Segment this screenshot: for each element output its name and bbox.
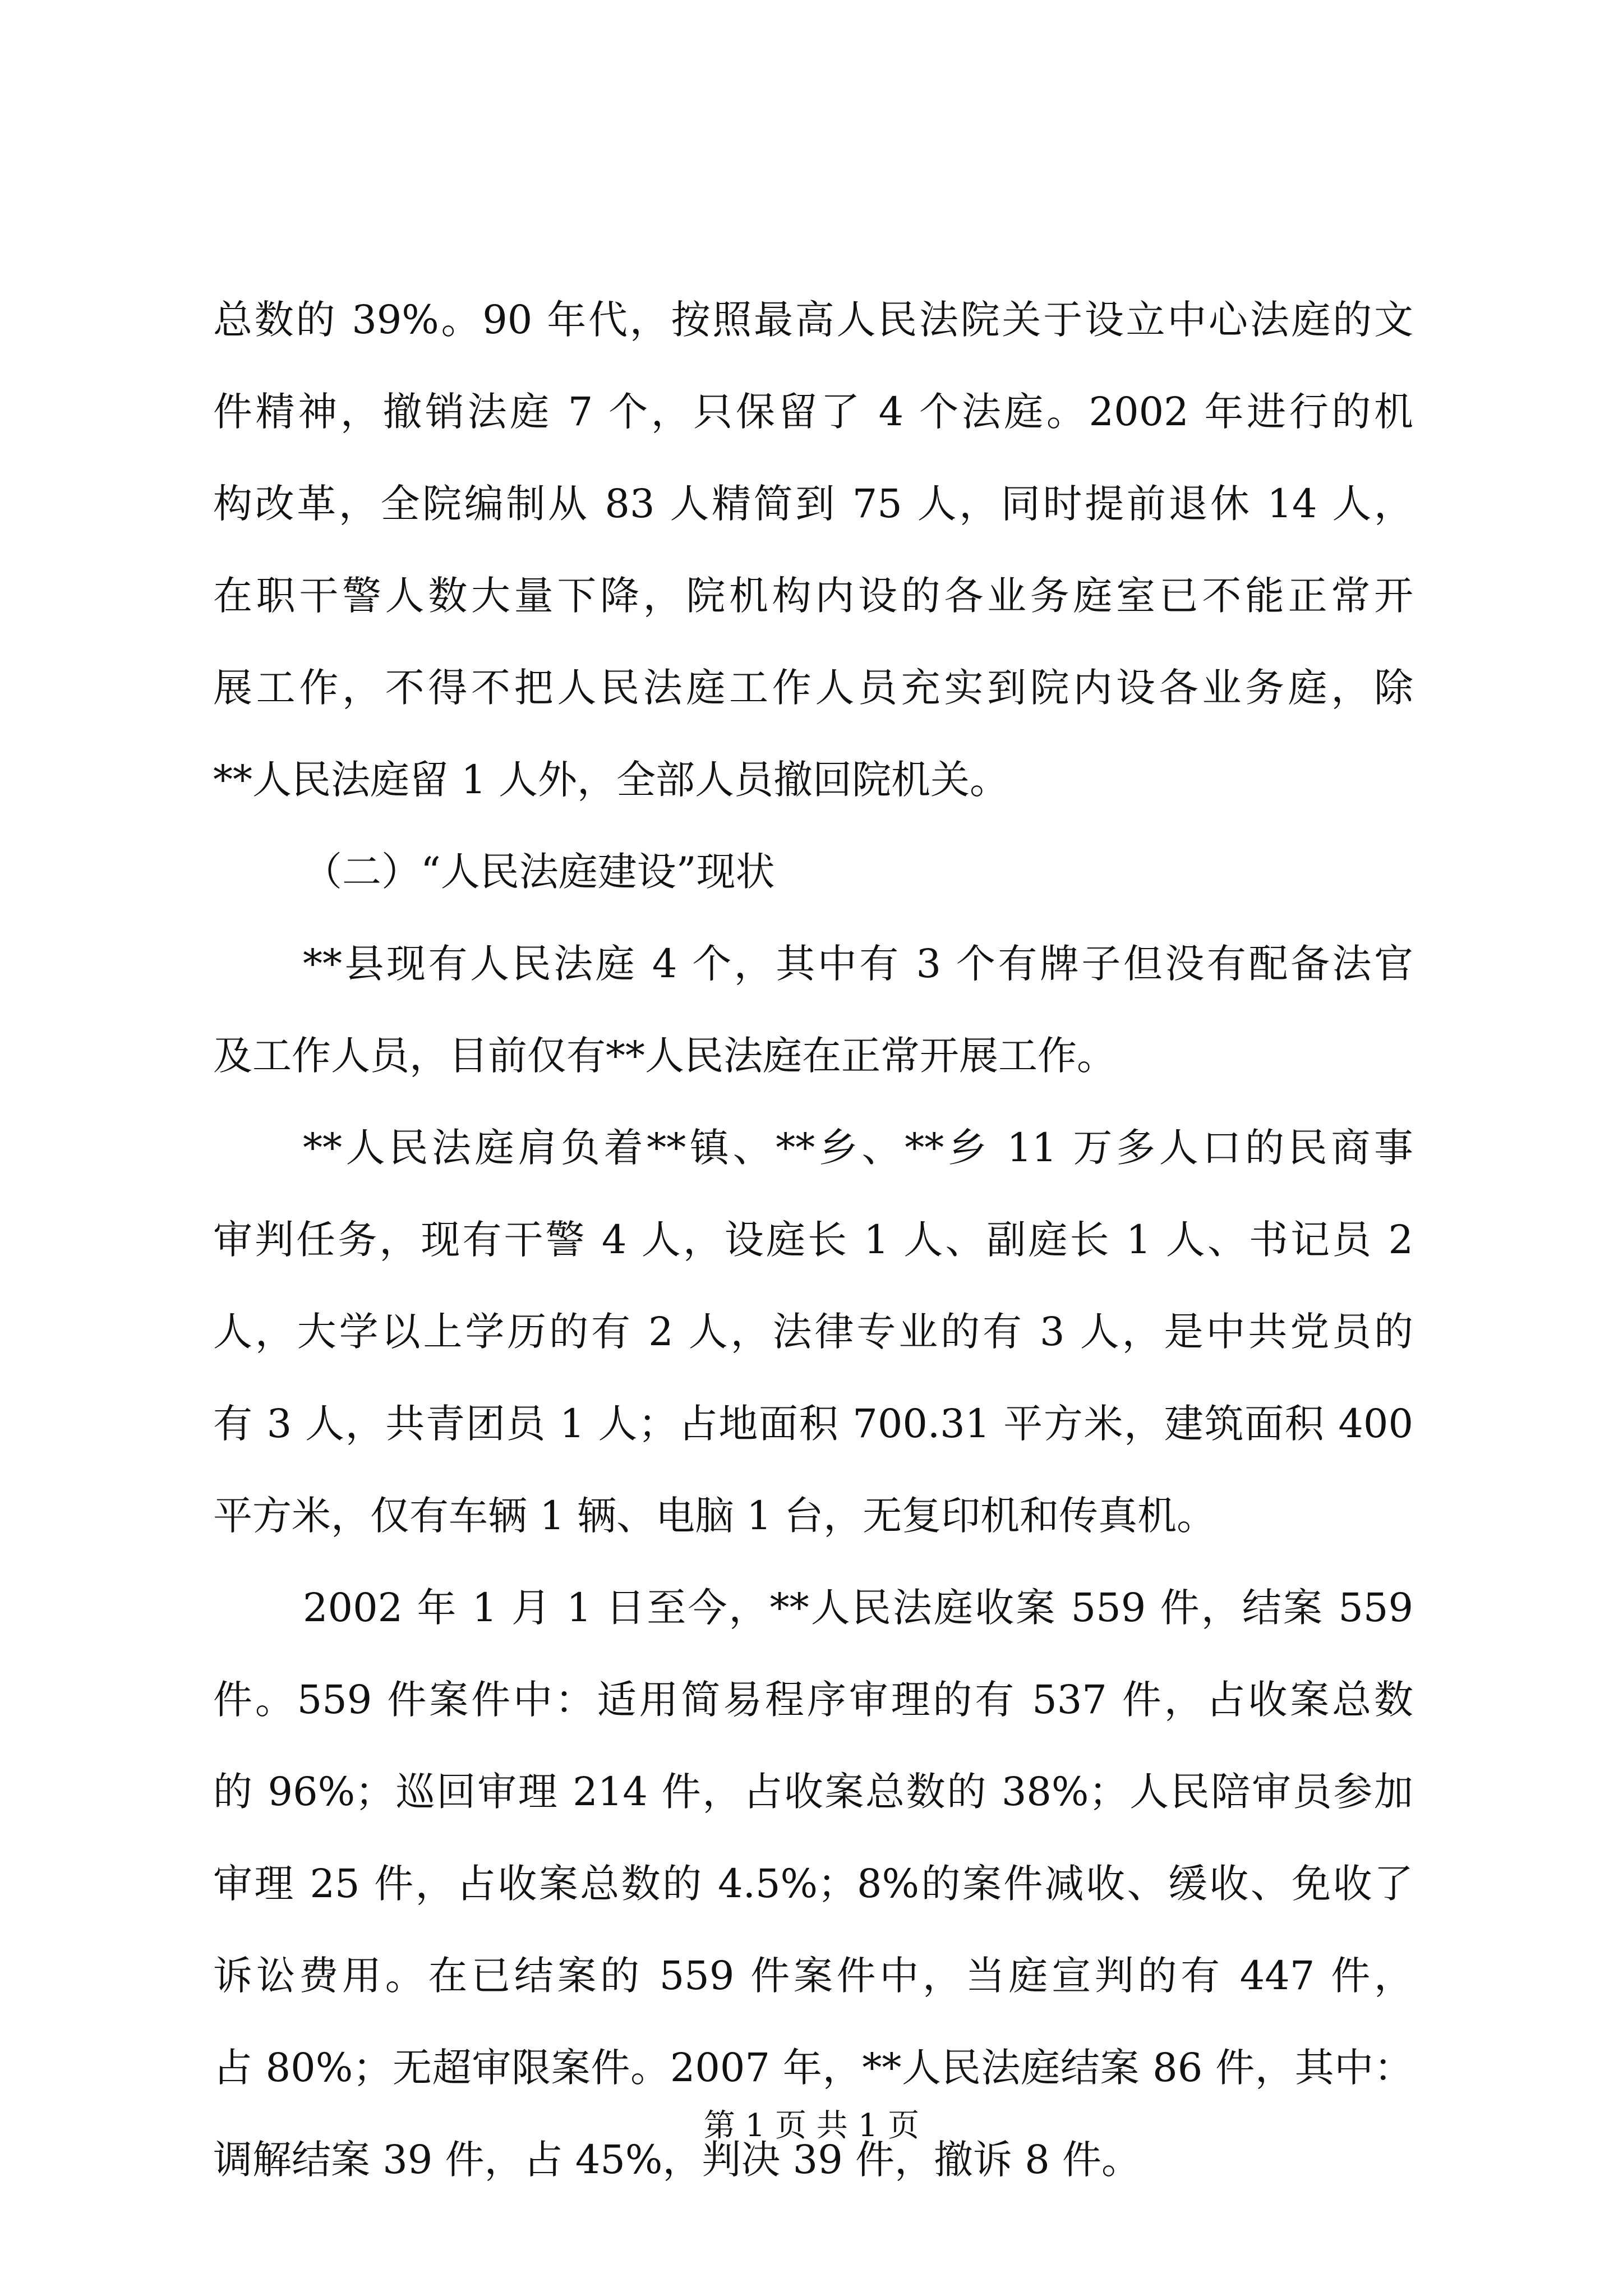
- paragraph-line: **人民法庭肩负着**镇、**乡、**乡 11 万多人口的民商事: [303, 1125, 1413, 1171]
- paragraph-line: 有 3 人，共青团员 1 人；占地面积 700.31 平方米，建筑面积 400: [213, 1401, 1413, 1447]
- paragraph-line: 件。559 件案件中：适用简易程序审理的有 537 件，占收案总数: [213, 1677, 1413, 1723]
- paragraph-line: **县现有人民法庭 4 个，其中有 3 个有牌子但没有配备法官: [303, 941, 1413, 987]
- paragraph-line: 在职干警人数大量下降，院机构内设的各业务庭室已不能正常开: [213, 573, 1413, 619]
- page-footer: 第 1 页 共 1 页: [703, 2108, 920, 2144]
- document-body: [213, 274, 1413, 2206]
- paragraph-line: 审理 25 件，占收案总数的 4.5%；8%的案件减收、缓收、免收了: [213, 1861, 1413, 1907]
- paragraph-line: 2002 年 1 月 1 日至今，**人民法庭收案 559 件，结案 559: [303, 1585, 1413, 1631]
- paragraph-line: 诉讼费用。在已结案的 559 件案件中，当庭宣判的有 447 件，: [213, 1953, 1413, 1999]
- paragraph-line: 占 80%；无超审限案件。2007 年，**人民法庭结案 86 件，其中：: [213, 2045, 1413, 2091]
- paragraph-line: 的 96%；巡回审理 214 件，占收案总数的 38%；人民陪审员参加: [213, 1769, 1413, 1815]
- paragraph-line: 件精神，撤销法庭 7 个，只保留了 4 个法庭。2002 年进行的机: [213, 389, 1413, 435]
- paragraph-line: 审判任务，现有干警 4 人，设庭长 1 人、副庭长 1 人、书记员 2: [213, 1217, 1413, 1263]
- paragraph-line: **人民法庭留 1 人外，全部人员撤回院机关。: [213, 757, 1009, 803]
- paragraph-line: 人，大学以上学历的有 2 人，法律专业的有 3 人，是中共党员的: [213, 1309, 1413, 1355]
- paragraph-line: 构改革，全院编制从 83 人精简到 75 人，同时提前退休 14 人，: [213, 481, 1413, 527]
- paragraph-line: 总数的 39%。90 年代，按照最高人民法院关于设立中心法庭的文: [213, 297, 1413, 343]
- paragraph-line: 调解结案 39 件，占 45%，判决 39 件，撤诉 8 件。: [213, 2137, 1141, 2183]
- paragraph-line: 及工作人员，目前仅有**人民法庭在正常开展工作。: [213, 1033, 1116, 1079]
- paragraph-line: 平方米，仅有车辆 1 辆、电脑 1 台，无复印机和传真机。: [213, 1493, 1216, 1539]
- section-heading: （二）“人民法庭建设”现状: [303, 849, 775, 895]
- paragraph-line: 展工作，不得不把人民法庭工作人员充实到院内设各业务庭，除: [213, 665, 1413, 711]
